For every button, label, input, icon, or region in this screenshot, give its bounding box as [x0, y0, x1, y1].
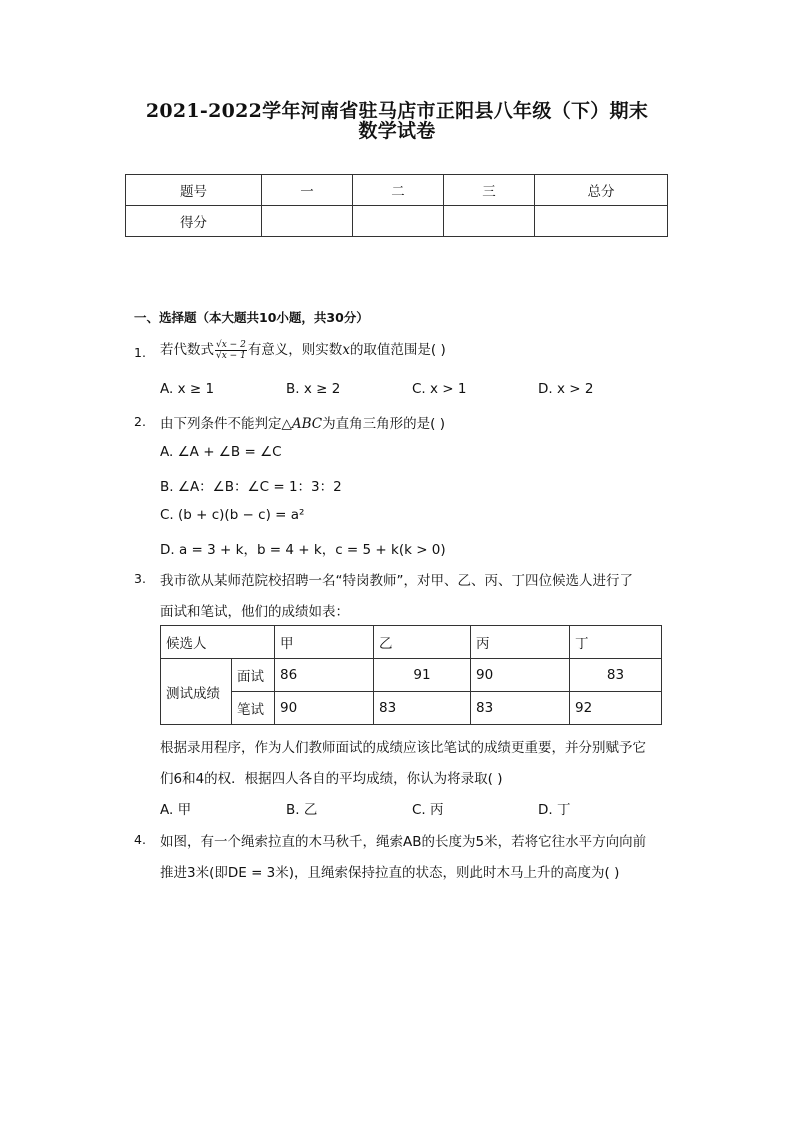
score-cell [353, 206, 444, 237]
table-row [161, 692, 662, 725]
q1-text-mid: 有意义，则实数 [247, 342, 343, 358]
question-number: 1. [134, 345, 146, 360]
candidate-score-table [160, 625, 662, 725]
score-table [125, 174, 668, 237]
q3-text-line3: 根据录用程序，作为人们教师面试的成绩应该比笔试的成绩更重要，并分别赋予它 [160, 740, 646, 756]
q3-option-b: B. 乙 [286, 802, 318, 818]
score-row-label: 得分 [126, 206, 262, 237]
question-number: 3. [134, 571, 146, 586]
score-header-cell: 一 [262, 175, 353, 206]
question-2-text [160, 412, 445, 432]
score-cell [535, 206, 668, 237]
q1-text-post: 的取值范围是( ) [349, 342, 446, 358]
candidate-name-cell: 甲 [275, 626, 374, 659]
score-cell [262, 206, 353, 237]
q2-text-pre: 由下列条件不能判定 [160, 416, 282, 432]
q3-option-d: D. 丁 [538, 802, 571, 818]
question-number: 4. [134, 832, 146, 847]
q4-text-line2: 推进3米(即DE = 3米)，且绳索保持拉直的状态，则此时木马上升的高度为( ) [160, 865, 620, 881]
candidate-name-cell: 丙 [471, 626, 570, 659]
q1-option-a: A. x ≥ 1 [160, 381, 215, 397]
score-header-cell: 题号 [126, 175, 262, 206]
score-header-cell: 二 [353, 175, 444, 206]
score-cell [444, 206, 535, 237]
exam-title-line1: 2021-2022学年河南省驻马店市正阳县八年级（下）期末 [145, 100, 649, 122]
exam-title-line2-text: 数学试卷 [358, 120, 436, 142]
row-label-cell: 面试 [232, 659, 275, 692]
candidate-label-cell: 候选人 [161, 626, 275, 659]
q3-option-a: A. 甲 [160, 802, 192, 818]
q2-option-b: B. ∠A：∠B：∠C = 1：3：2 [160, 479, 342, 495]
q1-variable: x [342, 342, 350, 358]
q1-text-pre: 若代数式 [160, 342, 214, 358]
score-header-cell: 三 [444, 175, 535, 206]
question-number: 2. [134, 414, 146, 429]
candidate-name-cell: 乙 [374, 626, 471, 659]
q3-text-line4: 们6和4的权．根据四人各自的平均成绩，你认为将录取( ) [160, 771, 503, 787]
q1-option-d: D. x > 2 [538, 381, 594, 397]
q1-fraction-denominator: √x − 1 [216, 350, 246, 361]
q2-option-d: D. a = 3 + k，b = 4 + k，c = 5 + k(k > 0) [160, 542, 446, 558]
row-label-cell: 笔试 [232, 692, 275, 725]
score-value-cell: 90 [471, 659, 570, 692]
score-value-cell: 90 [275, 692, 374, 725]
q1-fraction [215, 340, 247, 361]
q2-triangle: △ABC [281, 416, 323, 432]
q4-text-line1: 如图，有一个绳索拉直的木马秋千，绳索AB的长度为5米，若将它往水平方向向前 [160, 834, 647, 850]
q3-text-line2: 面试和笔试，他们的成绩如表： [160, 604, 349, 620]
group-label-cell: 测试成绩 [161, 659, 232, 725]
score-table-row [126, 206, 668, 237]
q3-text-line1: 我市欲从某师范院校招聘一名“特岗教师”，对甲、乙、丙、丁四位候选人进行了 [160, 573, 633, 589]
score-value-cell: 83 [471, 692, 570, 725]
section-heading: 一、选择题（本大题共10小题，共30分） [134, 310, 369, 325]
q2-option-c: C. (b + c)(b − c) = a² [160, 507, 305, 523]
q1-fraction-numerator: √x − 2 [216, 339, 246, 350]
candidate-header-row [161, 626, 662, 659]
score-header-cell: 总分 [535, 175, 668, 206]
q1-option-b: B. x ≥ 2 [286, 381, 341, 397]
q1-option-c: C. x > 1 [412, 381, 467, 397]
q2-text-post: 为直角三角形的是( ) [322, 416, 445, 432]
score-value-cell: 83 [570, 659, 662, 692]
candidate-name-cell: 丁 [570, 626, 662, 659]
table-row [161, 659, 662, 692]
score-value-cell: 92 [570, 692, 662, 725]
score-table-header-row [126, 175, 668, 206]
q2-option-a: A. ∠A + ∠B = ∠C [160, 444, 282, 460]
q3-option-c: C. 丙 [412, 802, 444, 818]
question-1-text [160, 338, 446, 361]
score-value-cell: 86 [275, 659, 374, 692]
score-value-cell: 91 [374, 659, 471, 692]
score-value-cell: 83 [374, 692, 471, 725]
